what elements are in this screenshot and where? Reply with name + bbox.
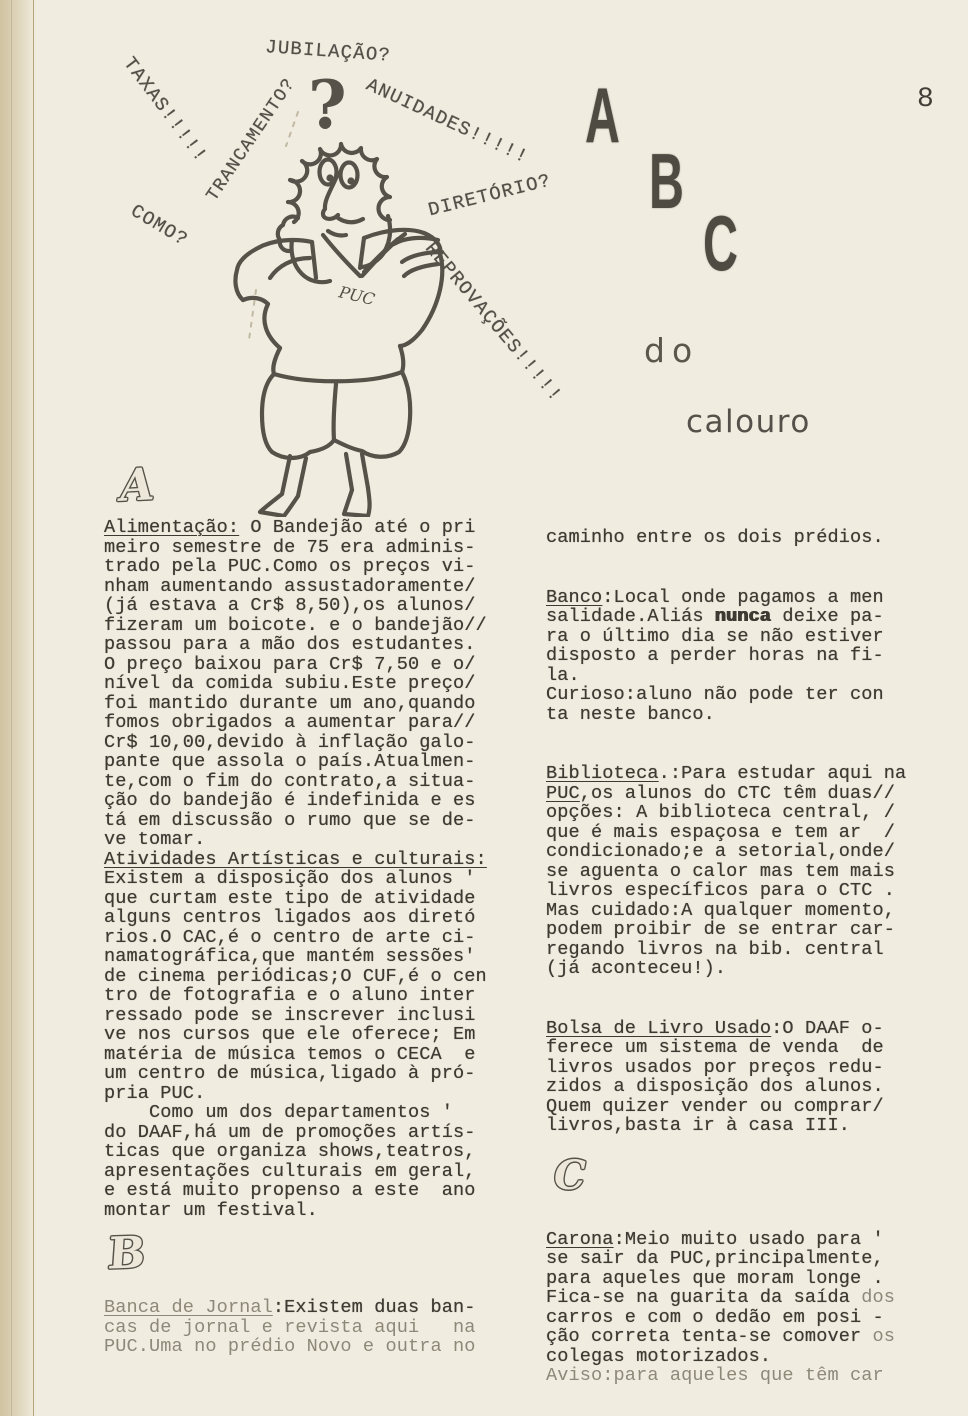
text-line [104,1025,512,1045]
text-line [546,588,966,608]
text-line [104,1298,512,1318]
text-segment: ve tomar. [104,829,206,850]
text-line [546,862,966,882]
text-line [104,557,512,577]
text-line [546,528,966,548]
text-segment: Existem a disposição dos alunos ' [104,868,476,889]
text-line [546,959,966,979]
section-letter-c: C [554,1151,586,1199]
text-segment: ,os alunos do CTC têm duas// [579,782,896,804]
text-line [546,1327,966,1347]
section-letter-b: B [106,1227,148,1280]
text-segment: :Existem duas ban- [272,1297,476,1318]
paragraph [546,588,966,725]
text-segment: um centro de música,ligado à pró- [104,1063,476,1084]
text-segment: nham aumentando assustadoramente/ [104,575,476,597]
text-segment: que curtam este tipo de atividade [104,887,476,909]
text-segment: ção do bandejão é indefinida e es [104,790,476,811]
text-segment: PUC [546,782,580,804]
text-line [104,635,512,655]
text-line [104,1181,512,1201]
text-segment: Curioso:aluno não pode ter con [546,684,884,705]
cartoon-hair [288,144,390,222]
shirt-label: PUC [337,282,377,310]
text-segment: se sair da PUC,principalmente, [546,1248,884,1269]
scattered-word-taxas: TAXAS!!!!! [118,53,212,167]
text-segment: PUC.Uma no prédio Novo e outra no [104,1336,476,1357]
text-segment: livros,basta ir à casa III. [546,1115,850,1136]
text-segment: meiro semestre de 75 era adminis- [104,536,476,558]
text-segment: ve nos cursos que ele oferece; Em [104,1024,476,1045]
text-segment: caminho entre os dois prédios. [546,527,884,548]
cartoon-shorts-right [334,372,410,457]
text-segment: Fica-se na guarita da saída [546,1287,862,1308]
text-segment: Como um dos departamentos ' [104,1102,453,1123]
text-segment: te,com o fim do contrato,a situa- [104,770,476,792]
cartoon-shirt-hem [274,372,402,381]
scattered-word-como: COMO? [126,200,193,252]
text-line [546,1366,966,1386]
text-line [104,791,512,811]
text-segment: de cinema periódicas;O CUF,é o cen [104,965,487,987]
text-line [546,685,966,705]
text-segment: ferece um sistema de venda de [546,1037,884,1058]
text-segment: condicionado;e a setorial,onde/ [546,841,895,862]
text-line [104,947,512,967]
page-number: 8 [917,84,934,115]
text-segment: Carona [546,1228,614,1250]
text-line [104,869,512,889]
text-line [104,830,512,850]
text-line [546,1347,966,1367]
text-segment: carros e com o dedão em posi - [546,1306,884,1328]
text-line [104,577,512,597]
scattered-word-reprovacoes: REPROVAÇÕES!!!!! [420,238,567,407]
text-segment: tá em discussão o rumo que se de- [104,809,476,831]
text-segment: colegas motorizados. [546,1345,772,1367]
text-line [546,1019,966,1039]
text-line [104,733,512,753]
text-line [104,538,512,558]
paragraph [104,518,512,1220]
text-line [104,889,512,909]
text-segment: e está muito propenso a este ano [104,1180,476,1201]
text-segment: que é mais espaçosa e tem ar / [546,821,895,843]
text-segment: nunca [714,606,772,627]
text-line [546,1308,966,1328]
text-line [546,823,966,843]
title-letter-b: B [649,137,684,225]
text-segment: os [872,1326,896,1347]
text-line [104,674,512,694]
text-line [546,1116,966,1136]
text-segment: alguns centros ligados aos diretó [104,907,476,928]
left-column [104,459,512,1357]
text-line [546,1097,966,1117]
cartoon-chin [328,231,346,236]
text-segment: Banco [546,586,603,608]
text-line [104,908,512,928]
text-line [546,940,966,960]
cartoon-pupil-right [347,177,354,184]
right-column [546,528,966,1386]
text-line [546,607,966,627]
text-segment: :Meio muito usado para ' [613,1228,884,1250]
text-line [104,967,512,987]
text-segment: Banca de Jornal [104,1297,273,1318]
text-line [546,920,966,940]
text-line [546,1288,966,1308]
section-letter-a: A [118,459,156,512]
text-line [546,1038,966,1058]
text-segment: deixe pa- [771,606,884,627]
text-segment: Bolsa de Livro Usado [546,1017,772,1039]
question-mark-icon: ? [308,72,347,144]
text-segment: fomos obrigados a aumentar para// [104,712,476,733]
cartoon-student [212,72,477,517]
text-segment: matéria de música temos o CECA e [104,1043,476,1065]
text-segment: .:Para estudar aqui na [658,763,907,784]
text-line [546,1077,966,1097]
text-segment: livros usados por preços redu- [546,1056,884,1078]
text-line [104,850,512,870]
text-line [546,901,966,921]
text-segment: regando livros na bib. central [546,938,884,960]
text-segment: dos [861,1287,896,1308]
text-line [104,928,512,948]
title-do: do [644,331,700,370]
text-segment: tro de fotografia e o aluno inter [104,985,476,1006]
text-line [104,596,512,616]
text-segment: Alimentação: [104,517,240,538]
text-segment: Biblioteca [546,763,659,784]
text-line [546,1269,966,1289]
text-segment: :Local onde pagamos a men [602,586,884,608]
text-segment: salidade.Aliás [546,606,715,627]
text-segment: :O DAAF o- [771,1017,884,1039]
text-line [104,1318,512,1338]
text-line [104,1337,512,1357]
title-letter-c: C [703,199,738,287]
text-segment: rios.O CAC,é o centro de arte ci- [104,926,476,948]
cartoon-pupil-left [326,174,333,181]
text-segment: namatográfica,que mantém sessões' [104,946,476,967]
text-line [104,1006,512,1026]
title-calouro: calouro [686,404,811,440]
text-line [546,1058,966,1078]
text-segment: passou para a mão dos estudantes. [104,634,476,655]
text-segment: ta neste banco. [546,703,715,725]
text-segment: disposto a perder horas na fi- [546,645,884,666]
text-line [546,646,966,666]
text-segment: Mas cuidado:A qualquer momento, [546,899,895,921]
text-line [104,694,512,714]
text-segment: zidos a disposição dos alunos. [546,1076,884,1097]
cartoon-torso-left [273,348,280,374]
cartoon-arm-left [243,298,280,348]
text-segment: opções: A biblioteca central, / [546,802,895,823]
text-line [104,752,512,772]
text-line [546,1230,966,1250]
text-segment: cas de jornal e revista aqui na [104,1316,476,1338]
paragraph [546,1019,966,1136]
cartoon-shorts-left [262,374,334,458]
scattered-word-anuidades: ANUIDADES!!!!! [362,74,532,169]
text-line [104,1103,512,1123]
text-line [104,772,512,792]
paragraph [546,764,966,979]
text-segment: ressado pode se inscrever inclusi [104,1004,476,1026]
text-segment: podem proibir de se entrar car- [546,919,895,940]
text-segment: O Bandejão até o pri [239,517,476,538]
scattered-word-trancamento: TRANCAMENTO? [203,74,301,206]
cartoon-torso-right [400,346,403,372]
text-line [546,784,966,804]
text-line [104,1142,512,1162]
text-line [546,666,966,686]
text-line [546,705,966,725]
text-segment: trado pela PUC.Como os preços vi- [104,556,476,577]
title-letter-a: A [585,71,620,159]
paragraph [546,1230,966,1386]
text-line [104,1064,512,1084]
text-segment: fizeram um boicote. e o bandejão// [104,614,487,636]
page-left-edge [0,0,34,1416]
text-segment: livros específicos para o CTC . [546,880,895,901]
text-line [546,1249,966,1269]
text-line [104,986,512,1006]
cartoon-hand-right [394,238,442,276]
text-segment: ticas que organiza shows,teatros, [104,1141,476,1162]
text-line [104,616,512,636]
text-line [104,713,512,733]
text-segment: apresentações culturais em geral, [104,1160,476,1182]
text-line [546,842,966,862]
text-line [104,1045,512,1065]
text-segment: Quem quizer vender ou comprar/ [546,1095,884,1117]
text-line [546,803,966,823]
text-segment: se aguenta o calor mas tem mais [546,860,895,882]
text-segment: do DAAF,há um de promoções artís- [104,1121,476,1143]
text-line [104,1123,512,1143]
text-segment: Cr$ 10,00,devido à inflação galo- [104,731,476,753]
cartoon-shorts-crotch [334,384,336,440]
text-segment: O preço baixou para Cr$ 7,50 e o/ [104,653,476,675]
text-line [104,518,512,538]
text-line [104,655,512,675]
text-segment: (já estava a Cr$ 8,50),os alunos/ [104,595,476,616]
paragraph [104,1298,512,1357]
text-line [546,881,966,901]
text-segment: para aqueles que moram longe . [546,1267,884,1289]
text-line [546,627,966,647]
text-line [546,764,966,784]
scattered-word-jubilacao: JUBILAÇÃO? [264,36,392,67]
scattered-word-diretorio: DIRETÓRIO? [426,169,554,222]
paragraph [546,528,966,548]
text-segment: Aviso:para aqueles que têm car [546,1365,884,1386]
text-segment: foi mantido durante um ano,quando [104,692,476,714]
text-segment: pante que assola o país.Atualmen- [104,751,476,772]
text-line [104,1084,512,1104]
scan-artifact-line [286,112,298,146]
text-segment: montar um festival. [104,1199,318,1221]
text-segment: (já aconteceu!). [546,958,727,979]
text-segment: nível da comida subiu.Este preço/ [104,673,476,694]
cartoon-mouth [338,218,363,222]
text-line [104,811,512,831]
text-line [104,1162,512,1182]
text-segment: la. [546,664,580,686]
text-segment: ção correta tenta-se comover [546,1326,873,1347]
text-line [104,1201,512,1221]
text-segment: ra o último dia se não estiver [546,625,884,647]
text-segment: pria PUC. [104,1082,206,1104]
text-segment: Atividades Artísticas e culturais: [104,848,487,870]
